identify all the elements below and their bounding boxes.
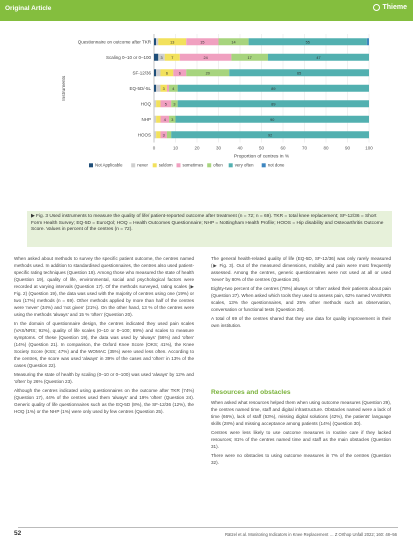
- body-right-column-lower: [211, 399, 391, 468]
- footer-citation: Rätzel et al. Monitoring Indicators in Knee Replacement … Z Orthop Unfall 2022; 160: 48–56: [224, 532, 397, 537]
- data-label: 5: [164, 102, 167, 107]
- bar-segment: [154, 116, 156, 123]
- body-paragraph: When asked about methods to survey the specific patient outcome, the centres named methods used. In addition to standardised questionnaires, the centres also used patient-specific rating techniques (Question 18). Among those who measured the state of health (Question 19), quality of life, environmental, social and psychological factors were recorded at varying intervals (Question 17). Of the methods surveyed, rating scales (▶ Fig. 2) (Question 19), the data was used with the majority of centres using one (19%) or two (17%) methods (n = 69). Other methods applied by more than half of the centres were 'never' (34%) and 'not given' (21%). On the other hand, 13 % of the centres were using the methods 'always' and 15 % 'often' (Question 20).: [14, 256, 194, 317]
- data-label: 17: [247, 55, 252, 60]
- x-tick-label: 0: [152, 145, 156, 151]
- legend-swatch: [229, 163, 233, 167]
- bar-segment: [156, 38, 158, 45]
- body-paragraph: Eighty-two percent of the centres (78%) always or 'often' asked their patients about pain (Question 27). When asked which tools they used to assess pain, 62% named VAS/NRS scales, 13% the questionnaires, and 25% other methods such as observation, conversation or functional tests (Question 28).: [211, 286, 391, 312]
- page-number: 52: [14, 530, 22, 537]
- data-label: 4: [172, 86, 175, 91]
- bar-segment: [154, 38, 156, 45]
- category-label: SF-12/36: [132, 70, 151, 76]
- data-label: 14: [231, 40, 236, 45]
- category-label: Scaling 0–10 or 0–100: [105, 54, 151, 60]
- bar-segment: [154, 54, 158, 61]
- y-axis-title: Instruments: [62, 75, 67, 101]
- x-tick-label: 40: [237, 145, 243, 151]
- x-tick-label: 90: [344, 145, 351, 151]
- x-tick-label: 50: [258, 145, 265, 151]
- bar-segment: [167, 85, 169, 92]
- x-tick-label: 20: [194, 145, 200, 151]
- data-label: 90: [270, 117, 275, 122]
- body-paragraph: A total of 69 of the centres shared that they use data for quality improvement in their own institution.: [211, 316, 391, 328]
- body-paragraph: Measuring the state of health by scaling (0–10 or 0–100) was used 'always' by 12% and 'often' by 26% (Question 23).: [14, 372, 194, 384]
- data-label: 3: [162, 133, 165, 138]
- legend-swatch: [131, 163, 135, 167]
- figure-caption: ▶ Fig. 3 Used instruments to measure the quality of life/ patient-reported outcome after treatment (n = 72; n = 69). TKR = total knee replacement; SF-12/36 = Short Form Health Survey; EQ-5D = EuroQol; HOQ = Health Outcomes Questionnaire; NHP = Nottingham Health Profile; HOOS = Hip disability and Osteoarthritis Outcome Score. Values in percent of the centres (n = 72).: [27, 211, 392, 247]
- data-label: 55: [305, 40, 310, 45]
- x-tick-label: 70: [301, 145, 308, 151]
- brand-logo-icon: [373, 4, 380, 11]
- body-right-column: [211, 255, 391, 331]
- category-label: NHP: [141, 116, 151, 122]
- bar-segment: [167, 131, 171, 138]
- article-type-label: Original Article: [5, 5, 52, 12]
- data-label: 89: [271, 102, 276, 107]
- body-left-column: [14, 255, 194, 417]
- body-paragraph: When asked what resources helped them when using outcome measures (Question 29), the centres named time, staff and digital infrastructure. Obstacles named were a lack of time (66%), lack of staff (53%), missing digital solutions (42%), the patients' language skills (28%) and missing acceptance among patients (14%) (Question 30).: [211, 400, 391, 426]
- bar-segment: [156, 69, 160, 76]
- legend-label: not done: [267, 162, 285, 168]
- category-label: HOOS: [137, 132, 151, 138]
- data-label: 6: [178, 71, 181, 76]
- section-heading: Resources and obstacles: [211, 389, 291, 396]
- data-label: 47: [316, 55, 321, 60]
- x-tick-label: 30: [215, 145, 222, 151]
- legend-label: sometimes: [182, 162, 204, 168]
- legend-label: often: [213, 162, 223, 168]
- body-paragraph: In the domain of questionnaire design, the centres indicated they used pain scales (VAS/NRS; 92%), quality of life scales (0–10 or 0–100; 69%) and scales to measure symptoms. Of these (Question 19), the data was used by 'always' (56%) and 'often' (14%) (Question 21). In comparison, the Oxford Knee Score (OKS; 41%), the Knee Society Score (KSS; 47%) and the WOMAC (35%) were used less often. According to the centres, the score was used 'always' in 39% of the cases and 'often' in 13% of the cases (Question 22).: [14, 321, 194, 368]
- footer-divider: [18, 527, 398, 528]
- journal-header-bar: [0, 0, 413, 21]
- legend-label: seldom: [158, 162, 173, 168]
- category-label: HOQ: [140, 101, 151, 107]
- legend-label: Not Applicable: [95, 162, 123, 168]
- figure-chart: [27, 28, 397, 208]
- data-label: 24: [203, 55, 208, 60]
- legend-label: never: [137, 162, 148, 168]
- data-label: 15: [200, 40, 205, 45]
- x-axis-title: Proportion of centres in %: [233, 154, 290, 160]
- legend-label: very often: [234, 162, 254, 168]
- data-label: 3: [173, 102, 176, 107]
- category-label: EQ-5D/-5L: [129, 85, 151, 91]
- bar-segment: [156, 85, 160, 92]
- bar-segment: [156, 100, 160, 107]
- legend-swatch: [262, 163, 266, 167]
- body-paragraph: There were no obstacles to using outcome measures in 7% of the centres (Question 32).: [211, 453, 391, 465]
- bar-segment: [367, 38, 369, 45]
- bar-segment: [154, 131, 156, 138]
- data-label: 13: [170, 40, 175, 45]
- bar-segment: [156, 116, 160, 123]
- data-label: 3: [171, 117, 174, 122]
- body-paragraph: Although the centres indicated using questionnaires on the outcome after TKR (74%) (Question 17), 44% of the centres used them 'always' and 19% 'often' (Question 24). Generic quality of life questionnaires such as the EQ-5D (8%), the SF-12/36 (12%), the HOQ (1%) or the NHP (1%) were only used by few centres (Question 25).: [14, 388, 194, 414]
- data-label: 65: [297, 71, 302, 76]
- data-label: 89: [271, 86, 276, 91]
- x-tick-label: 10: [172, 145, 179, 151]
- x-tick-label: 60: [280, 145, 286, 151]
- bar-segment: [156, 131, 160, 138]
- brand-name: Thieme: [382, 4, 407, 11]
- bar-segment: [154, 100, 156, 107]
- stacked-bar-chart: [27, 28, 397, 208]
- legend-swatch: [207, 163, 211, 167]
- data-label: 7: [171, 55, 174, 60]
- bar-segment: [154, 85, 156, 92]
- data-label: 92: [267, 133, 273, 138]
- category-label: Questionnaire on outcome after TKR: [77, 39, 151, 45]
- body-paragraph: Centres were less likely to use outcome measures in routine care if they lacked resources; 81% of the centres named time and staff as the main obstacles (Question 31).: [211, 430, 391, 449]
- x-tick-label: 80: [323, 145, 329, 151]
- legend-swatch: [153, 163, 157, 167]
- data-label: 4: [163, 117, 166, 122]
- bar-segment: [154, 69, 156, 76]
- body-paragraph: The general health-related quality of life (EQ-5D, SF-12/36) was only rarely measured (▶ Fig. 3). Out of the measured dimensions, mobility and pain were most frequently assessed. Among the centres, generic questionnaires were not used at all or used 'never' by 80% of the centres (Question 26).: [211, 256, 391, 282]
- publisher-brand: [373, 4, 407, 11]
- legend-swatch: [89, 163, 93, 167]
- data-label: 3: [162, 86, 165, 91]
- data-label: 20: [205, 71, 210, 76]
- legend-swatch: [177, 163, 181, 167]
- x-tick-label: 100: [365, 145, 373, 151]
- data-label: 6: [165, 71, 168, 76]
- data-label: 3: [160, 55, 163, 60]
